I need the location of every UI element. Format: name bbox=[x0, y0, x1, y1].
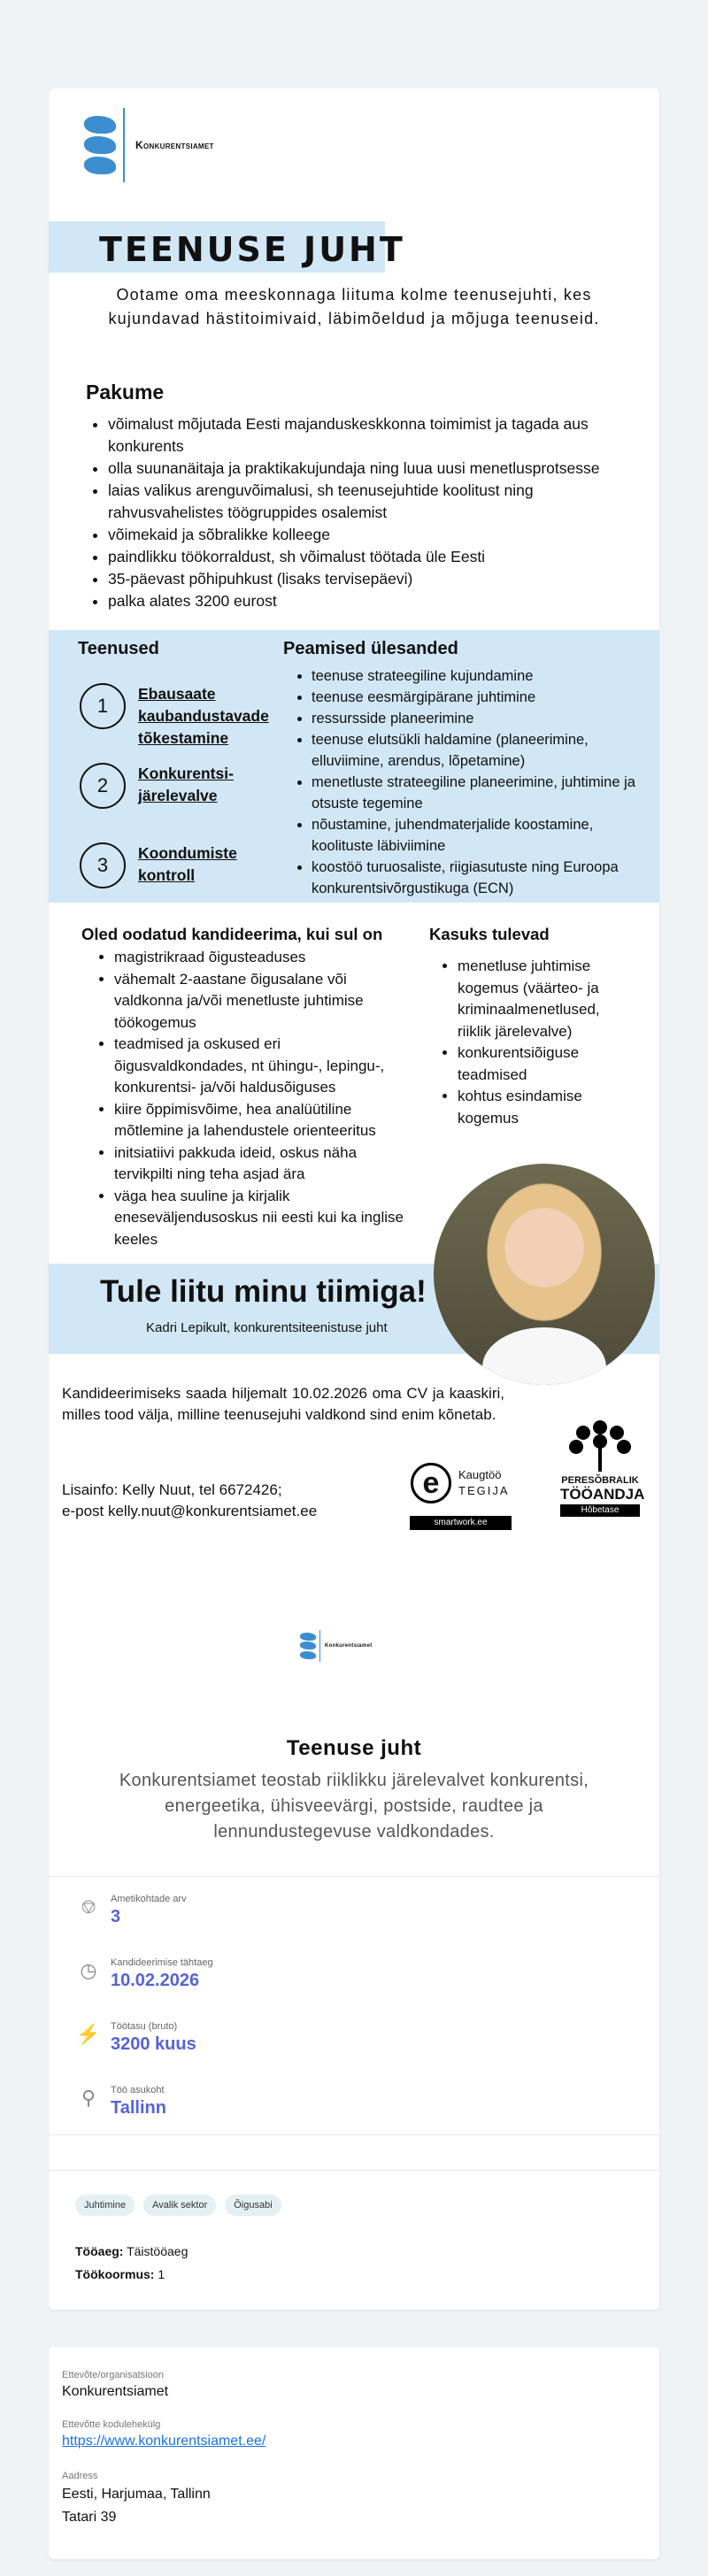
meta-deadline bbox=[75, 1957, 213, 1991]
list-item: • palka alates 3200 eurost bbox=[108, 590, 643, 612]
list-item: • menetluse juhtimise kogemus (väärteo- ja kriminaalmenetlused, riiklik järelevalve) bbox=[458, 956, 606, 1042]
meta-label: Töötasu (bruto) bbox=[111, 2021, 178, 2032]
services-heading: Teenused bbox=[78, 639, 159, 658]
family-friendly-badge bbox=[560, 1420, 645, 1540]
company-site-label: Ettevõtte kodulehekülg bbox=[62, 2419, 161, 2430]
service-link[interactable]: Koondumiste kontroll bbox=[138, 844, 237, 884]
list-item: • kohtus esindamise kogemus bbox=[458, 1086, 606, 1129]
list-item: • menetluste strateegiline planeerimine, juhtimine ja otsuste tegemine bbox=[312, 772, 646, 814]
company-site-link[interactable]: https://www.konkurentsiamet.ee/ bbox=[62, 2434, 266, 2449]
tag-list bbox=[75, 2195, 281, 2216]
workload bbox=[75, 2267, 165, 2281]
coat-of-arms-icon bbox=[81, 114, 119, 176]
tag[interactable]: Avalik sektor bbox=[143, 2195, 216, 2216]
chair-icon: ⎊ bbox=[81, 1895, 96, 1918]
address-line-2: Tatari 39 bbox=[62, 2510, 117, 2525]
contact-info bbox=[62, 1480, 317, 1522]
tag[interactable]: Õigusabi bbox=[225, 2195, 281, 2216]
service-number: 3 bbox=[80, 842, 126, 888]
e-logo-icon: e bbox=[411, 1463, 451, 1503]
meta-label: Ametikohtade arv bbox=[111, 1894, 187, 1904]
meta-value: Tallinn bbox=[111, 2098, 166, 2118]
job-ad-card bbox=[49, 88, 659, 2310]
list-item: • nõustamine, juhendmaterjalide koostamine, koolituste läbiviimine bbox=[312, 814, 646, 857]
meta-value: 3200 kuus bbox=[111, 2034, 196, 2054]
logo-text: Konkurentsiamet bbox=[135, 139, 214, 151]
tree-icon bbox=[569, 1420, 631, 1472]
badge-text: PERESÕBRALIK bbox=[561, 1475, 639, 1486]
service-item bbox=[80, 683, 280, 750]
company-name-label: Ettevõte/organisatsioon bbox=[62, 2370, 164, 2380]
list-item: • ressursside planeerimine bbox=[312, 708, 646, 729]
list-item: • kiire õppimisvõime, hea analüütiline mõtlemine ja lahendustele orienteeritus bbox=[114, 1099, 418, 1142]
service-item bbox=[80, 763, 235, 809]
list-item: • 35-päevast põhipuhkust (lisaks tervisepäevi) bbox=[108, 568, 643, 590]
meta-salary bbox=[75, 2021, 196, 2055]
offer-list bbox=[86, 413, 643, 612]
bonus-heading: Kasuks tulevad bbox=[429, 925, 550, 943]
badge-text: TÖÖANDJA bbox=[560, 1486, 645, 1503]
list-item: • olla suunanäitaja ja praktikakujundaja ning luua uusi menetlusprotsesse bbox=[108, 458, 643, 480]
apply-text: Kandideerimiseks saada hiljemalt 10.02.2026 oma CV ja kaaskiri, milles tood välja, milline teenusejuhi valdkond sind enim kõnetab. bbox=[62, 1385, 504, 1423]
list-item: • teenuse eesmärgipärane juhtimine bbox=[312, 687, 646, 708]
list-item: • väga hea suuline ja kirjalik eneseväljendusoskus nii eesti kui ka inglise keeles bbox=[114, 1186, 418, 1251]
org-logo-small bbox=[298, 1630, 373, 1662]
tasks-heading: Peamised ülesanded bbox=[283, 639, 458, 658]
list-item: • konkurentsiõiguse teadmised bbox=[458, 1042, 606, 1086]
remote-work-badge bbox=[407, 1456, 520, 1537]
badge-text: smartwork.ee bbox=[410, 1516, 512, 1530]
ad-intro: Ootame oma meeskonnaga liituma kolme teenusejuhti, kes kujundavad hästitoimivaid, läbimõeldud ja mõjuga teenuseid. bbox=[108, 286, 600, 327]
manager-photo bbox=[434, 1164, 655, 1385]
list-item: • paindlikku töökorraldust, sh võimalust töötada üle Eesti bbox=[108, 546, 643, 568]
org-logo bbox=[81, 108, 214, 182]
list-item: • teadmised ja oskused eri õigusvaldkondades, nt ühingu-, lepingu-, konkurentsi- ja/või haldusõiguses bbox=[114, 1034, 418, 1099]
coat-of-arms-icon bbox=[298, 1632, 318, 1660]
divider bbox=[49, 1876, 659, 1877]
list-item: • võimalust mõjutada Eesti majanduskeskkonna toimimist ja tagada aus konkurents bbox=[108, 413, 643, 458]
list-item: • võimekaid ja sõbralikke kolleege bbox=[108, 524, 643, 546]
company-name: Konkurentsiamet bbox=[62, 2384, 169, 2399]
list-item: • teenuse elutsükli haldamine (planeerimine, elluviimine, arendus, lõpetamine) bbox=[312, 729, 646, 772]
service-link[interactable]: Konkurentsi-järelevalve bbox=[138, 765, 234, 804]
meta-positions bbox=[75, 1894, 187, 1927]
badge-text: Kaugtöö bbox=[458, 1468, 502, 1481]
meta-value: 10.02.2026 bbox=[111, 1971, 200, 1990]
meta-label: Kandideerimise tähtaeg bbox=[111, 1957, 213, 1968]
badge-text: TEGIJA bbox=[458, 1484, 510, 1497]
contact-email: e-post kelly.nuut@konkurentsiamet.ee bbox=[62, 1503, 318, 1519]
list-item: • koostöö turuosaliste, riigiasutuste ning Euroopa konkurentsivõrgustikuga (ECN) bbox=[312, 857, 646, 899]
workload-label: Töökoormus: bbox=[75, 2267, 155, 2281]
list-item: • teenuse strateegiline kujundamine bbox=[312, 665, 646, 687]
quote-author: Kadri Lepikult, konkurentsiteenistuse juht bbox=[146, 1320, 388, 1335]
meta-label: Töö asukoht bbox=[111, 2085, 165, 2095]
expect-list bbox=[81, 947, 418, 1250]
bonus-list bbox=[429, 956, 606, 1129]
tag[interactable]: Juhtimine bbox=[75, 2195, 135, 2216]
divider bbox=[49, 2134, 659, 2135]
list-item: • magistrikraad õigusteaduses bbox=[114, 947, 418, 969]
job-subtitle: Konkurentsiamet teostab riiklikku järelevalvet konkurentsi, energeetika, ühisveevärgi, postside, raudtee ja lennundustegevuse valdkondades. bbox=[119, 1771, 589, 1842]
badge-text: Hõbetase bbox=[560, 1504, 640, 1517]
address-label: Aadress bbox=[62, 2471, 98, 2481]
service-link[interactable]: Ebausaate kaubandustavade tõkestamine bbox=[138, 685, 269, 747]
job-title: Teenuse juht bbox=[286, 1736, 422, 1760]
list-item: • vähemalt 2-aastane õigusalane või valdkonna ja/või menetluste juhtimise töökogemus bbox=[114, 969, 418, 1034]
clock-icon: ◷ bbox=[80, 1959, 97, 1981]
ad-title: TEENUSE JUHT bbox=[99, 230, 405, 269]
worktime-value: Täistööaeg bbox=[127, 2244, 189, 2258]
contact-phone: Lisainfo: Kelly Nuut, tel 6672426; bbox=[62, 1481, 282, 1498]
join-heading: Tule liitu minu tiimiga! bbox=[100, 1274, 427, 1309]
service-number: 1 bbox=[80, 683, 126, 729]
service-number: 2 bbox=[80, 763, 126, 809]
company-card bbox=[49, 2347, 659, 2559]
logo-text: Konkurentsiamet bbox=[325, 1643, 373, 1649]
list-item: • laias valikus arenguvõimalusi, sh teenusejuhtide koolitust ning rahvusvahelistes töögruppides osalemist bbox=[108, 480, 643, 524]
workload-value: 1 bbox=[158, 2267, 165, 2281]
worktime-label: Tööaeg: bbox=[75, 2244, 124, 2258]
bolt-icon: ⚡ bbox=[76, 2023, 101, 2045]
meta-value: 3 bbox=[111, 1907, 121, 1926]
meta-location bbox=[75, 2085, 166, 2118]
tasks-list bbox=[283, 665, 646, 899]
divider bbox=[49, 2170, 659, 2171]
worktime bbox=[75, 2244, 188, 2258]
expect-heading: Oled oodatud kandideerima, kui sul on bbox=[81, 925, 383, 943]
service-item bbox=[80, 842, 244, 888]
pin-icon: ⚲ bbox=[81, 2087, 96, 2109]
list-item: • initsiatiivi pakkuda ideid, oskus näha tervikpilti ning teha asjad ära bbox=[114, 1142, 418, 1186]
offer-heading: Pakume bbox=[86, 381, 165, 404]
address-line-1: Eesti, Harjumaa, Tallinn bbox=[62, 2487, 211, 2502]
